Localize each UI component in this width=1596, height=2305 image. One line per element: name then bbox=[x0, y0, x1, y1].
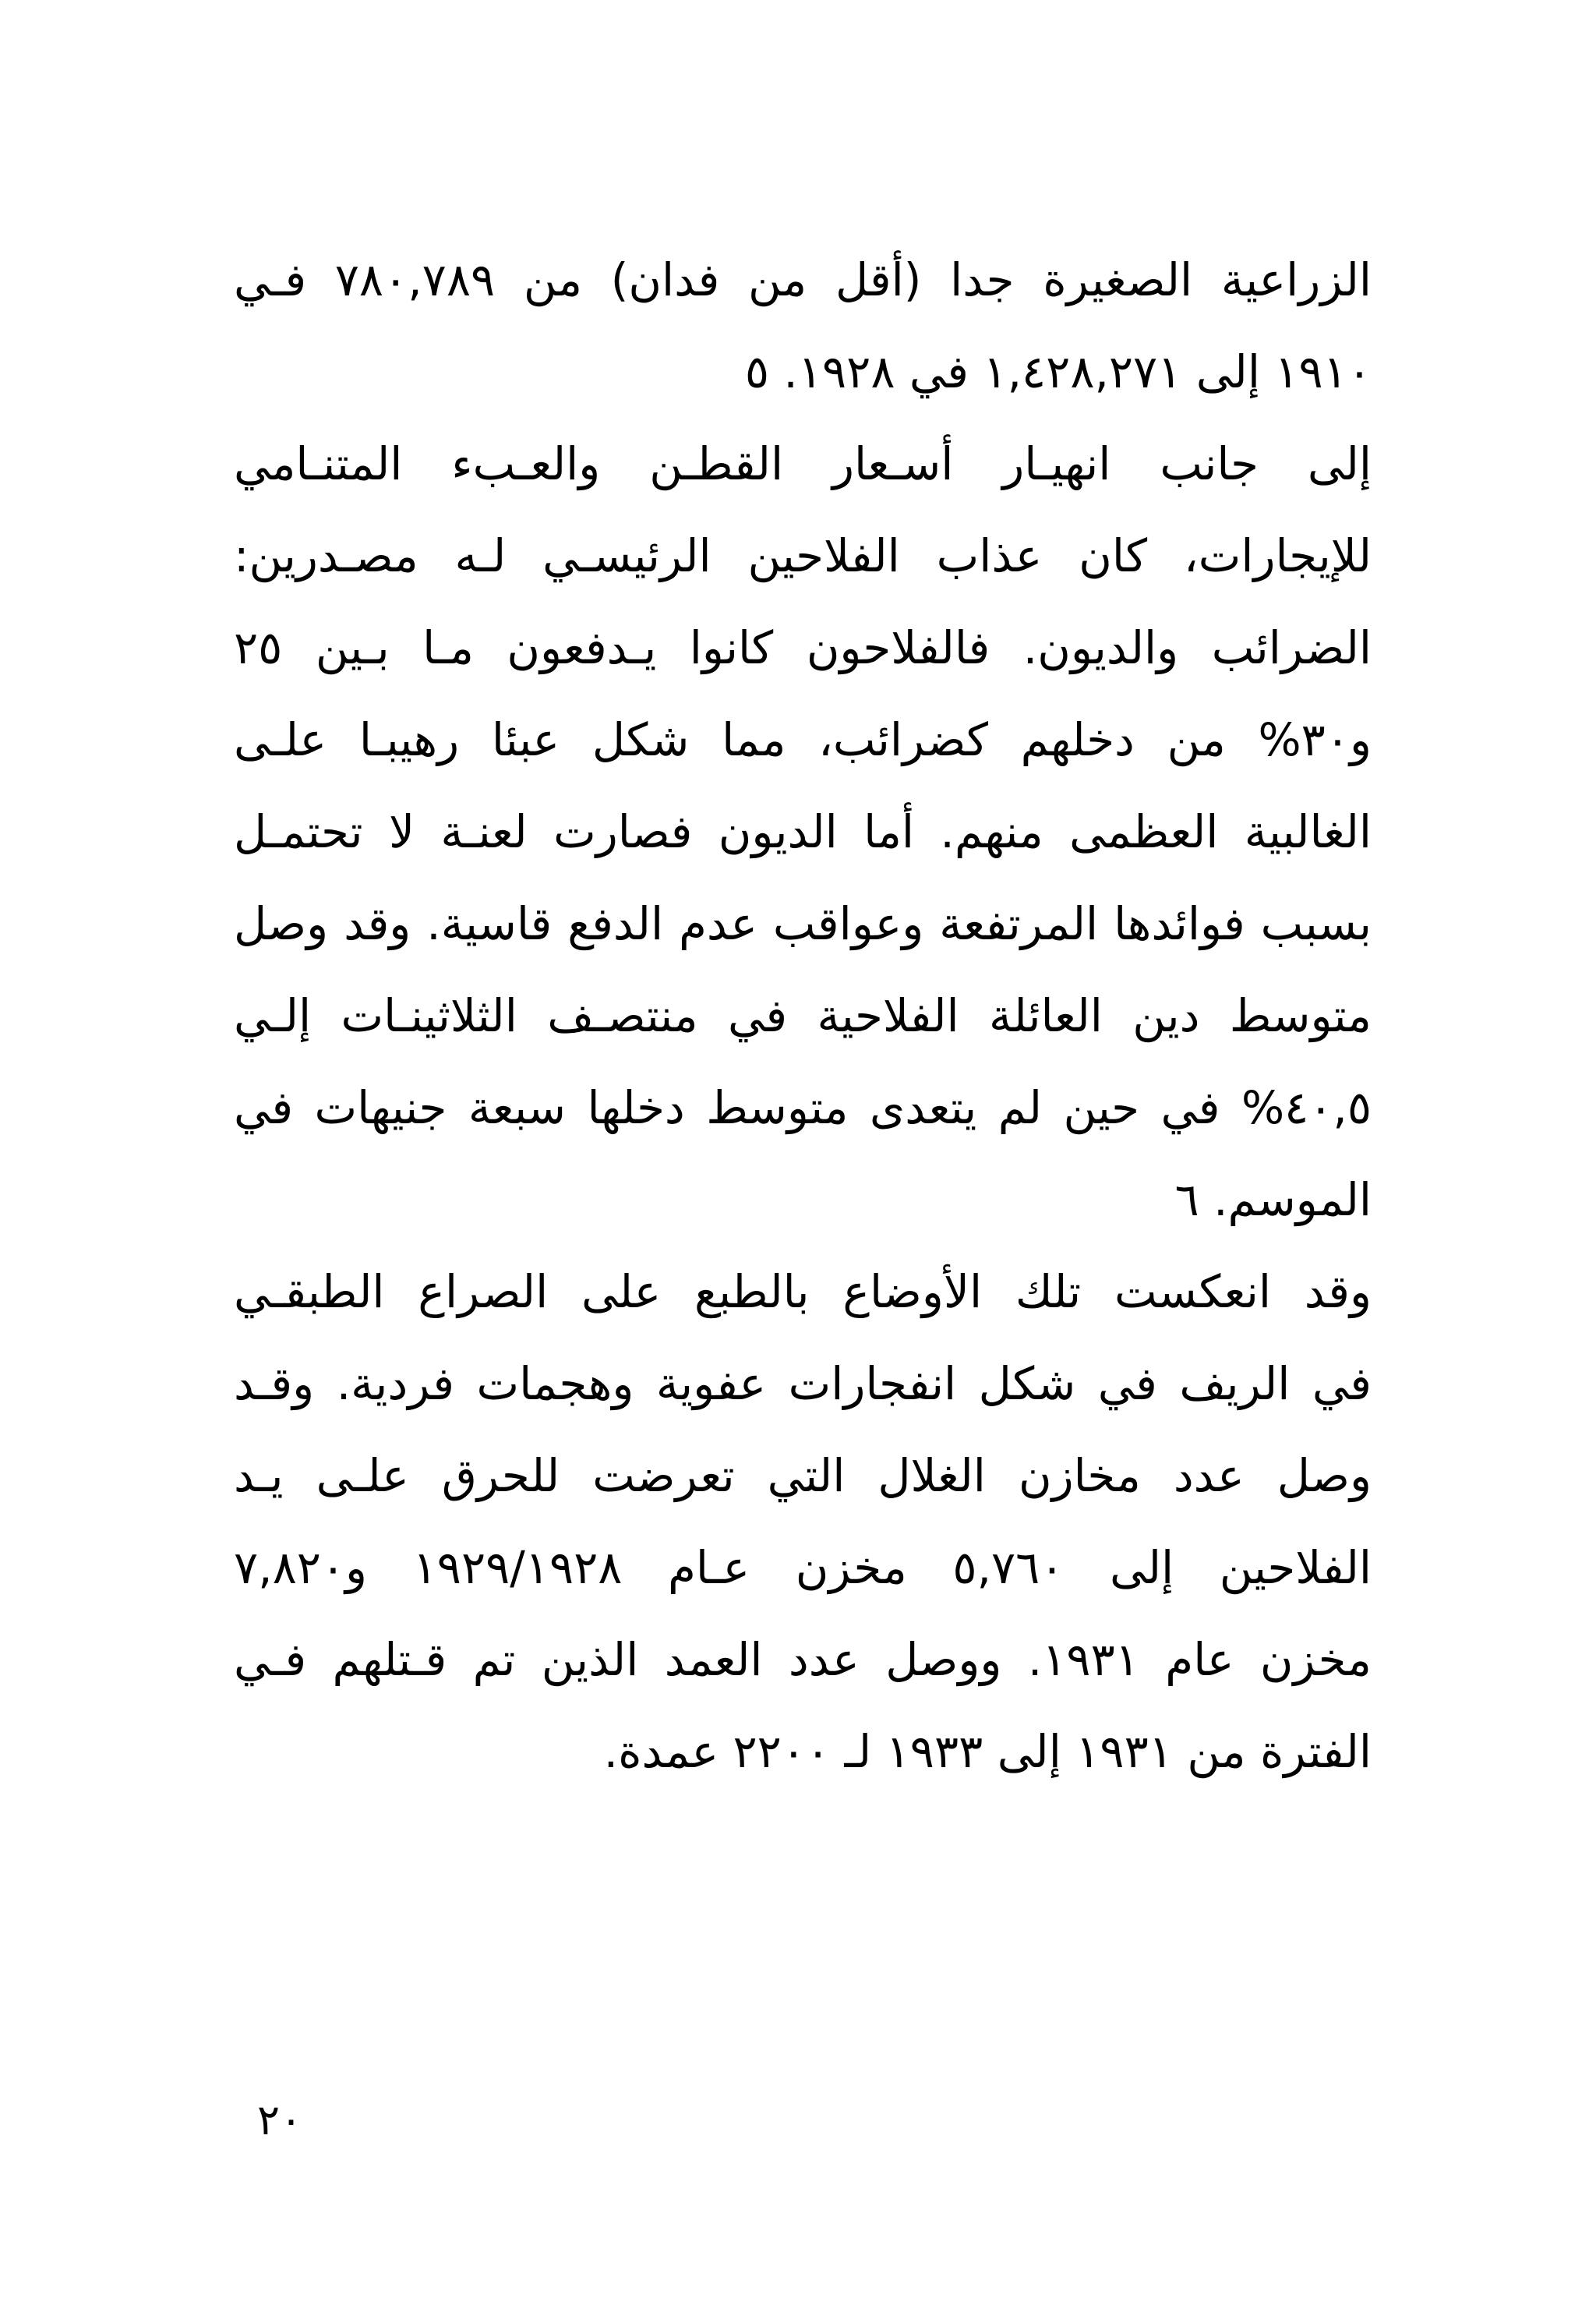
page-number: ٢٠ bbox=[257, 2095, 303, 2144]
text-line: الفترة من ١٩٣١ إلى ١٩٣٣ لـ ٢٢٠٠ عمدة. bbox=[603, 1725, 1372, 1778]
text-line: مخزن عام ١٩٣١. ووصل عدد العمد الذين تم قـتلهم فـي bbox=[234, 1633, 1372, 1686]
text-line: الموسم. ٦ bbox=[1174, 1173, 1372, 1226]
text-line: متوسط دين العائلة الفلاحية في منتصـف الثلاثينـات إلـي bbox=[234, 989, 1372, 1042]
text-line: للإيجارات، كان عذاب الفلاحين الرئيسـي لـه مصـدرين: bbox=[234, 529, 1372, 582]
text-line: الفلاحين إلى ٥,٧٦٠ مخزن عـام ١٩٢٩/١٩٢٨ و٧,٨٢٠ bbox=[234, 1541, 1372, 1594]
text-line: الضرائب والديون. فالفلاحون كانوا يـدفعون مـا بـين ٢٥ bbox=[234, 621, 1372, 674]
text-line: إلى جانب انهيـار أسـعار القطـن والعـبء المتنـامي bbox=[234, 437, 1372, 490]
text-line: و٣٠% من دخلهم كضرائب، مما شكل عبئا رهيبـا علـى bbox=[234, 713, 1372, 766]
body-text bbox=[234, 234, 1372, 1798]
text-line: بسبب فوائدها المرتفعة وعواقب عدم الدفع قاسية. وقد وصل bbox=[234, 897, 1372, 950]
text-line: ٤٠,٥% في حين لم يتعدى متوسط دخلها سبعة جنيهات في bbox=[234, 1081, 1372, 1134]
text-line: ١٩١٠ إلى ١,٤٢٨,٢٧١ في ١٩٢٨. ٥ bbox=[744, 345, 1372, 398]
text-line: وقد انعكست تلك الأوضاع بالطبع على الصراع الطبقـي bbox=[234, 1265, 1372, 1318]
text-line: وصل عدد مخازن الغلال التي تعرضت للحرق علـى يـد bbox=[234, 1449, 1372, 1502]
text-line: في الريف في شكل انفجارات عفوية وهجمات فردية. وقـد bbox=[234, 1357, 1372, 1410]
text-line: الزراعية الصغيرة جدا (أقل من فدان) من ٧٨٠,٧٨٩ فـي bbox=[234, 253, 1372, 306]
text-line: الغالبية العظمى منهم. أما الديون فصارت لعنـة لا تحتمـل bbox=[234, 805, 1372, 858]
